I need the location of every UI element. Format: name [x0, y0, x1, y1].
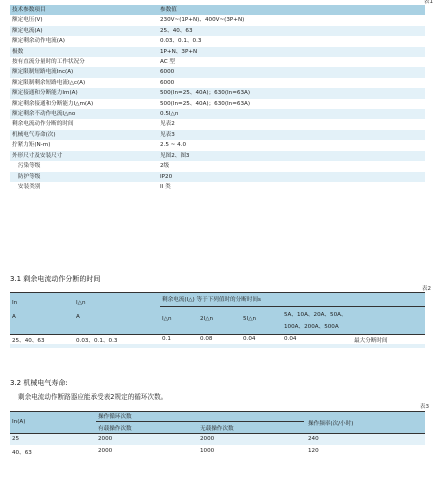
- table2-col-in-label: In: [12, 300, 18, 306]
- param-name-cell: 安装类别: [10, 182, 158, 192]
- table3-r1-noload: 2000: [200, 436, 215, 442]
- table3-r2-freq: 120: [308, 448, 319, 454]
- table2-cell-idn: 0.03、0.1、0.3: [76, 338, 118, 344]
- table2-cell-4: 0.04: [284, 336, 297, 342]
- table-row: [10, 15, 425, 25]
- section-3-1-title: 3.1 剩余电流动作分断的时间: [10, 275, 101, 283]
- section-3-2-title: 3.2 机械电气寿命:: [10, 379, 68, 387]
- param-value-cell: 0.03、0.1、0.3: [158, 36, 425, 46]
- table-row: [10, 119, 425, 129]
- param-name-cell: 额定电压(V): [10, 15, 158, 25]
- param-value-cell: 230V~(1P+N)、400V~(3P+N): [158, 15, 425, 25]
- param-name-cell: 剩余电流动作分断的时间: [10, 119, 158, 129]
- param-name-cell: 额定接通和分断能力Im(A): [10, 88, 158, 98]
- param-value-cell: 2.5 ~ 4.0: [158, 140, 425, 150]
- table1-header-param: 技术参数项目: [10, 5, 158, 15]
- table2-col-idn-label: I△n: [76, 300, 86, 306]
- param-value-cell: II 类: [158, 182, 425, 192]
- table2-top-rule: [10, 292, 425, 293]
- table1-header-row: [10, 5, 425, 15]
- table-row: [10, 36, 425, 46]
- table-row: [10, 57, 425, 67]
- param-name-cell: 额定剩余不动作电流I△no: [10, 109, 158, 119]
- table3-sub-header-2: 无载操作次数: [200, 426, 234, 432]
- table-row: [10, 445, 425, 457]
- table2-col-idn-unit: A: [76, 314, 80, 320]
- table-row: [10, 109, 425, 119]
- param-name-cell: 额定限制短路电流Inc(A): [10, 67, 158, 77]
- table3-r1-load: 2000: [98, 436, 113, 442]
- param-value-cell: AC 型: [158, 57, 425, 67]
- table3-group-header: 操作循环次数: [98, 414, 132, 420]
- table3-group-rule: [96, 421, 304, 422]
- table3-col-freq: 操作频率(次/小时): [308, 421, 354, 427]
- param-value-cell: 2级: [158, 161, 425, 171]
- param-value-cell: 500(In=25、40A)；630(In=63A): [158, 88, 425, 98]
- param-value-cell: 1P+N、3P+N: [158, 47, 425, 57]
- table3-r2-noload: 1000: [200, 448, 215, 454]
- param-name-cell: 额定剩余动作电流(A): [10, 36, 158, 46]
- table1-header-value: 参数值: [158, 5, 425, 15]
- param-value-cell: 见表3: [158, 130, 425, 140]
- table2-cell-1: 0.1: [162, 336, 171, 342]
- table3-number: 表3: [420, 404, 429, 410]
- param-name-cell: 按有直流分量时的工作状况分: [10, 57, 158, 67]
- param-name-cell: 污染等级: [10, 161, 158, 171]
- param-name-cell: 额定电流(A): [10, 26, 158, 36]
- table3-r1-freq: 240: [308, 436, 319, 442]
- param-name-cell: 极数: [10, 47, 158, 57]
- table2-sub-header-3: 5I△n: [243, 316, 257, 322]
- table2-row-note: 最大分断时间: [354, 338, 388, 344]
- table3-header-rule: [10, 433, 425, 434]
- table2-group-header: 剩余电流(I△) 等于下列值时的分断时间s: [162, 297, 261, 303]
- table-row: [10, 182, 425, 192]
- param-name-cell: 拧紧力矩(N-m): [10, 140, 158, 150]
- table-row: [10, 433, 425, 445]
- param-name-cell: 机械电气寿命(次): [10, 130, 158, 140]
- table2-cell-3: 0.04: [243, 336, 256, 342]
- param-name-cell: 外形尺寸及安装尺寸: [10, 151, 158, 161]
- table3-r2-in: 40、63: [12, 450, 32, 456]
- breaking-time-table: [10, 292, 425, 348]
- param-value-cell: 见表2: [158, 119, 425, 129]
- table2-last-header-line1: 5A、10A、20A、50A、: [284, 312, 347, 318]
- table3-col-in: In(A): [12, 419, 26, 425]
- table2-col-in-unit: A: [12, 314, 16, 320]
- param-value-cell: 25、40、63: [158, 26, 425, 36]
- table2-last-header-line2: 100A、200A、500A: [284, 324, 339, 330]
- param-name-cell: 额定剩余接通和分断能力I△m(A): [10, 99, 158, 109]
- table1-number: 表1: [424, 0, 433, 5]
- param-value-cell: 6000: [158, 78, 425, 88]
- table-row: [10, 99, 425, 109]
- param-name-cell: 额定限制剩余短路电流I△c(A): [10, 78, 158, 88]
- table2-sub-header-1: I△n: [162, 316, 172, 322]
- table2-group-rule: [160, 306, 425, 307]
- param-value-cell: 500(In=25、40A)；630(In=63A): [158, 99, 425, 109]
- param-name-cell: 防护等级: [10, 172, 158, 182]
- table3-top-rule: [10, 411, 425, 412]
- table2-sub-header-2: 2I△n: [200, 316, 214, 322]
- table-row: [10, 172, 425, 182]
- table3-r2-load: 2000: [98, 448, 113, 454]
- table-row: [10, 67, 425, 77]
- table3-sub-header-1: 有载操作次数: [98, 426, 132, 432]
- table-row: [10, 47, 425, 57]
- section-3-2-note: 剩余电流动作断路器应能承受表2规定的循环次数。: [18, 393, 168, 401]
- table2-cell-in: 25、40、63: [12, 338, 45, 344]
- param-value-cell: 见图2、图3: [158, 151, 425, 161]
- table3-r1-in: 25: [12, 436, 20, 442]
- table-row: [10, 161, 425, 171]
- spec-table: [10, 5, 425, 192]
- table2-number: 表2: [422, 286, 431, 292]
- table-row: [10, 130, 425, 140]
- table-row: [10, 78, 425, 88]
- table-row: [10, 151, 425, 161]
- table2-cell-2: 0.08: [200, 336, 213, 342]
- table-row: [10, 26, 425, 36]
- table-row: [10, 140, 425, 150]
- param-value-cell: 0.5I△n: [158, 109, 425, 119]
- param-value-cell: IP20: [158, 172, 425, 182]
- table2-header-rule: [10, 334, 425, 335]
- table-row: [10, 88, 425, 98]
- param-value-cell: 6000: [158, 67, 425, 77]
